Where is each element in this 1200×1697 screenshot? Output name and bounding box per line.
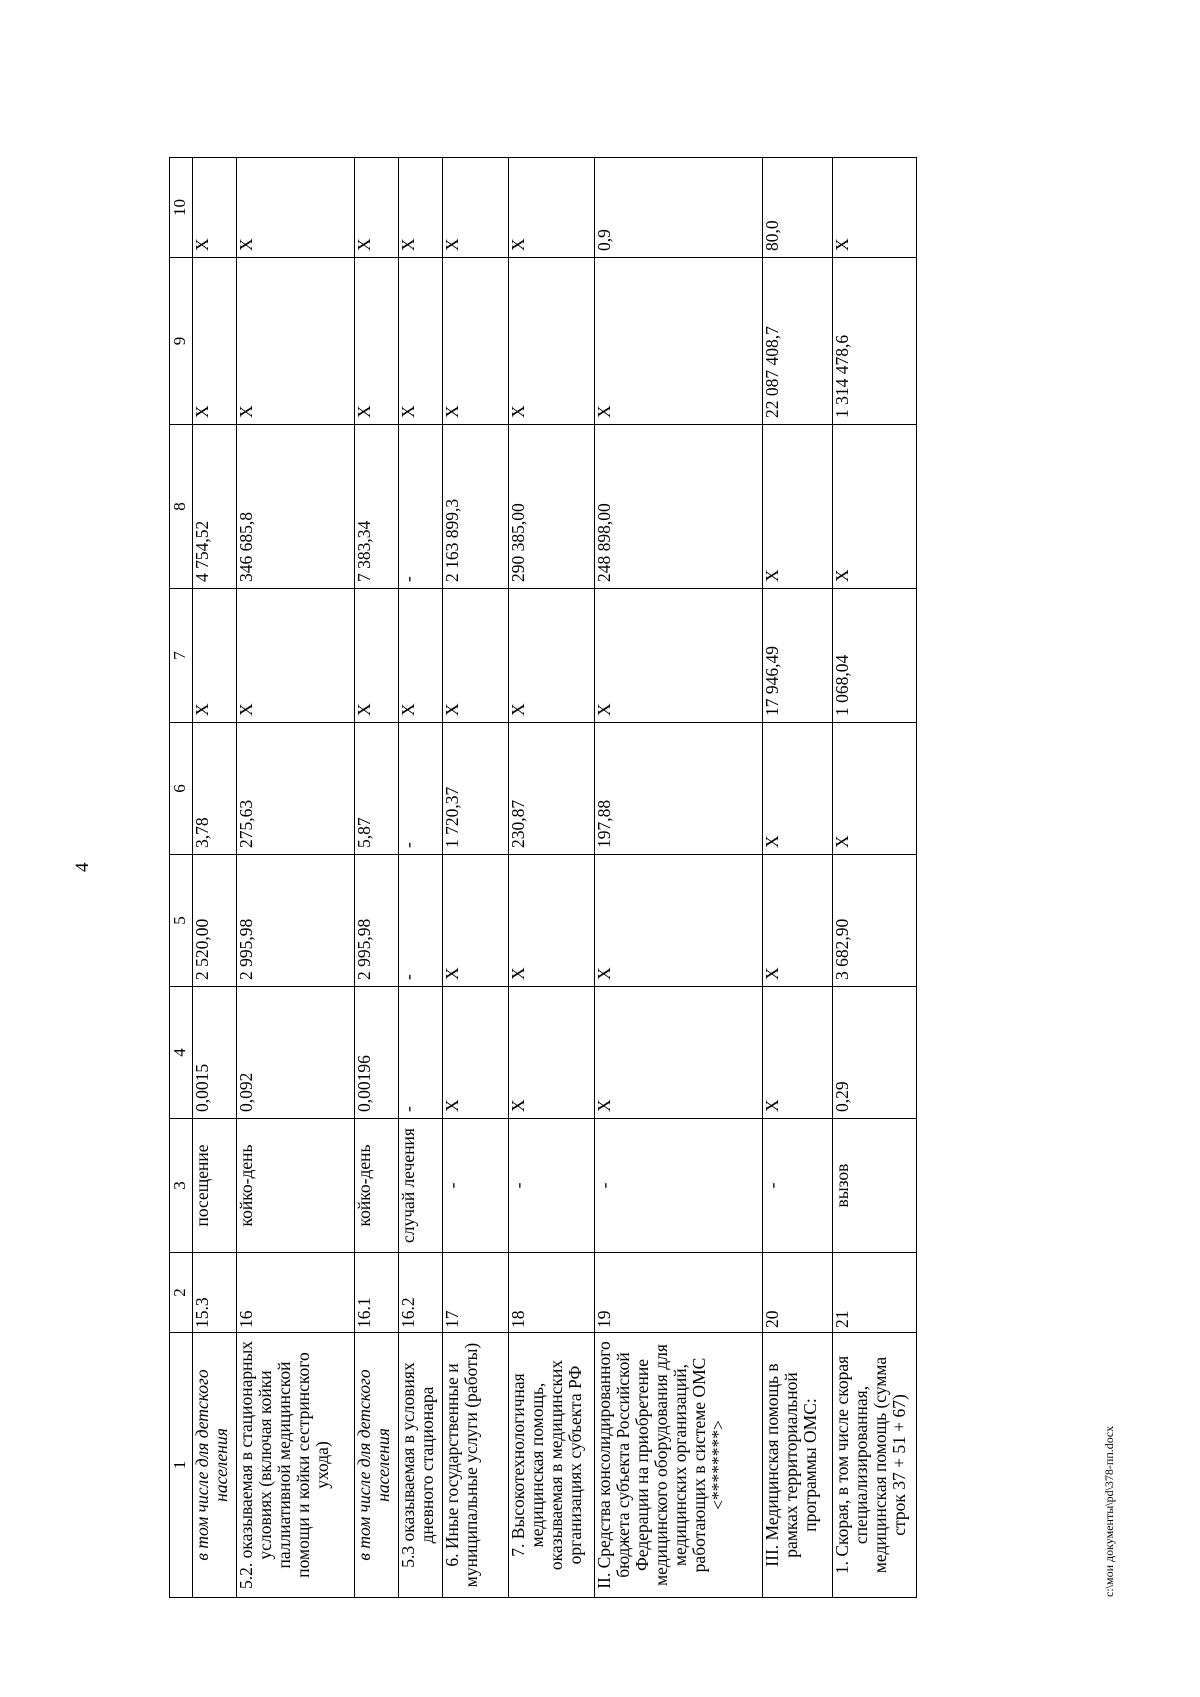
value-cell: Х — [355, 158, 399, 258]
value-cell: - — [399, 723, 443, 855]
value-cell: 290 385,00 — [509, 425, 595, 589]
value-cell: Х — [399, 258, 443, 425]
value-cell: 7 383,34 — [355, 425, 399, 589]
value-cell: Х — [443, 589, 509, 723]
value-cell: - — [399, 425, 443, 589]
row-label-cell: 6. Иные государственные и муниципальные услуги (работы) — [443, 1333, 509, 1598]
value-cell: 0,29 — [833, 987, 917, 1119]
value-cell: 5,87 — [355, 723, 399, 855]
column-header: 8 — [170, 425, 193, 589]
table-row — [193, 158, 237, 1598]
value-cell: 3 682,90 — [833, 855, 917, 987]
value-cell: 197,88 — [595, 723, 763, 855]
table-row — [763, 158, 833, 1598]
value-cell: Х — [833, 425, 917, 589]
table-body — [193, 158, 917, 1598]
table-row — [509, 158, 595, 1598]
unit-cell: случай лечения — [399, 1119, 443, 1253]
table-header-row — [170, 158, 193, 1598]
value-cell: Х — [833, 158, 917, 258]
value-cell: Х — [763, 723, 833, 855]
column-header: 4 — [170, 987, 193, 1119]
value-cell: Х — [355, 589, 399, 723]
column-header: 9 — [170, 258, 193, 425]
value-cell: 3,78 — [193, 723, 237, 855]
value-cell: 2 163 899,3 — [443, 425, 509, 589]
value-cell: 4 754,52 — [193, 425, 237, 589]
column-header: 2 — [170, 1253, 193, 1333]
value-cell: Х — [237, 158, 355, 258]
value-cell: 0,9 — [595, 158, 763, 258]
value-cell: Х — [763, 855, 833, 987]
unit-cell: - — [509, 1119, 595, 1253]
value-cell: 1 720,37 — [443, 723, 509, 855]
column-header: 1 — [170, 1333, 193, 1598]
value-cell: Х — [193, 589, 237, 723]
table-row — [355, 158, 399, 1598]
value-cell: - — [399, 987, 443, 1119]
value-cell: Х — [763, 425, 833, 589]
column-header: 7 — [170, 589, 193, 723]
value-cell: Х — [237, 258, 355, 425]
row-label-cell: 5.3 оказываемая в условиях дневного стационара — [399, 1333, 443, 1598]
value-cell: Х — [237, 589, 355, 723]
value-cell: 0,092 — [237, 987, 355, 1119]
row-code-cell: 16.2 — [399, 1253, 443, 1333]
unit-cell: - — [595, 1119, 763, 1253]
value-cell: 2 995,98 — [237, 855, 355, 987]
value-cell: 80,0 — [763, 158, 833, 258]
unit-cell: - — [443, 1119, 509, 1253]
row-code-cell: 21 — [833, 1253, 917, 1333]
row-code-cell: 19 — [595, 1253, 763, 1333]
value-cell: Х — [193, 258, 237, 425]
unit-cell: посещение — [193, 1119, 237, 1253]
column-header: 6 — [170, 723, 193, 855]
value-cell: Х — [399, 158, 443, 258]
value-cell: Х — [193, 158, 237, 258]
value-cell: Х — [399, 589, 443, 723]
row-label-cell: 1. Скорая, в том числе скорая специализированная, медицинская помощь (сумма строк 37 + 51 + 67) — [833, 1333, 917, 1598]
value-cell: 0,0015 — [193, 987, 237, 1119]
row-label-cell: 7. Высокотехнологичная медицинская помощь, оказываемая в медицинских организациях субъекта РФ — [509, 1333, 595, 1598]
column-header: 3 — [170, 1119, 193, 1253]
value-cell: - — [399, 855, 443, 987]
table-row — [237, 158, 355, 1598]
value-cell: Х — [443, 158, 509, 258]
row-label-cell: III. Медицинская помощь в рамках территориальной программы ОМС: — [763, 1333, 833, 1598]
value-cell: Х — [763, 987, 833, 1119]
column-header: 10 — [170, 158, 193, 258]
value-cell: 346 685,8 — [237, 425, 355, 589]
value-cell: Х — [509, 855, 595, 987]
unit-cell: койко-день — [237, 1119, 355, 1253]
table-row — [443, 158, 509, 1598]
value-cell: Х — [443, 987, 509, 1119]
value-cell: Х — [509, 258, 595, 425]
row-code-cell: 20 — [763, 1253, 833, 1333]
unit-cell: вызов — [833, 1119, 917, 1253]
table-row — [399, 158, 443, 1598]
row-code-cell: 17 — [443, 1253, 509, 1333]
page-number: 4 — [72, 862, 93, 872]
value-cell: Х — [595, 987, 763, 1119]
data-table — [169, 157, 917, 1598]
unit-cell: - — [763, 1119, 833, 1253]
value-cell: Х — [509, 589, 595, 723]
row-label-cell: в том числе для детского населения — [193, 1333, 237, 1598]
value-cell: Х — [443, 855, 509, 987]
value-cell: 2 995,98 — [355, 855, 399, 987]
value-cell: 1 068,04 — [833, 589, 917, 723]
value-cell: Х — [443, 258, 509, 425]
value-cell: 2 520,00 — [193, 855, 237, 987]
value-cell: Х — [833, 723, 917, 855]
value-cell: 275,63 — [237, 723, 355, 855]
row-code-cell: 16.1 — [355, 1253, 399, 1333]
value-cell: 248 898,00 — [595, 425, 763, 589]
row-code-cell: 16 — [237, 1253, 355, 1333]
value-cell: Х — [509, 158, 595, 258]
row-code-cell: 18 — [509, 1253, 595, 1333]
row-label-cell: в том числе для детского населения — [355, 1333, 399, 1598]
value-cell: 17 946,49 — [763, 589, 833, 723]
value-cell: Х — [595, 855, 763, 987]
row-code-cell: 15.3 — [193, 1253, 237, 1333]
value-cell: 1 314 478,6 — [833, 258, 917, 425]
value-cell: Х — [595, 589, 763, 723]
row-label-cell: 5.2. оказываемая в стационарных условиях (включая койки паллиативной медицинской помощи и койки сестринского ухода) — [237, 1333, 355, 1598]
value-cell: Х — [509, 987, 595, 1119]
row-label-cell: II. Средства консолидированного бюджета субъекта Российской Федерации на приобретение медицинского оборудования для медицинских организаций, работающих в системе ОМС <********> — [595, 1333, 763, 1598]
unit-cell: койко-день — [355, 1119, 399, 1253]
value-cell: 22 087 408,7 — [763, 258, 833, 425]
file-path: c:\мои документы\pd\378-пп.docx — [1102, 1425, 1116, 1597]
value-cell: Х — [595, 258, 763, 425]
table-row — [595, 158, 763, 1598]
value-cell: 230,87 — [509, 723, 595, 855]
column-header: 5 — [170, 855, 193, 987]
table-row — [833, 158, 917, 1598]
value-cell: 0,00196 — [355, 987, 399, 1119]
value-cell: Х — [355, 258, 399, 425]
